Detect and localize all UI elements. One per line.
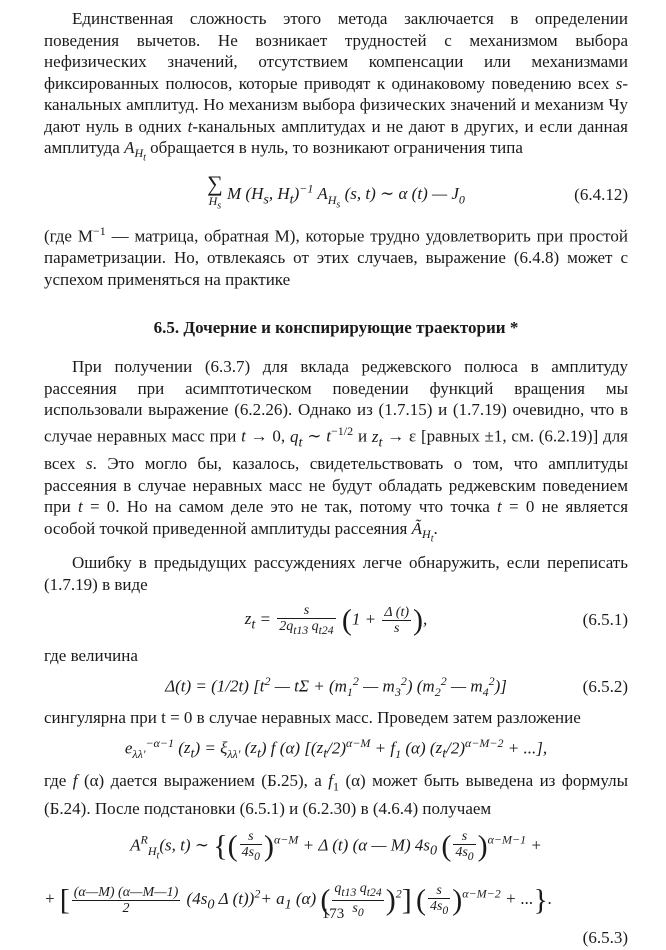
paragraph-2: (где $M^{-1}$ — матрица, обратная M), которые трудно удовлетворить при простой параметризации. Но, отвлекаясь от этих случаев, выражение (6.4.8) может с успехом применяться на практике: [44, 224, 628, 289]
paragraph-4: Ошибку в предыдущих рассуждениях легче обнаружить, если переписать (1.7.19) в виде: [44, 553, 628, 594]
equation-body: ∑ $H_s$ M ($H_s$, $H_t)^{-1}$ $A_{H_s}$ (s, t) ∼ α (t) — $J_0$: [207, 171, 465, 212]
page-body: [44, 8, 628, 948]
equation-number-6-5-3: (6.5.3): [582, 927, 628, 947]
equation-6-5-3-line-1: [44, 820, 628, 874]
paragraph-5: где величина: [44, 646, 138, 666]
equation-body: + [ $\frac{(\alpha—M) (\alpha—M—1)}{2}$ ($4s_0$ Δ $(t))^2+ a_1$ (α) ( $\frac{q_{t13} q_{t24}}{s_0}$ )$^2$] ( $\frac{s}{4s_0}$ )$^{\alpha-M-2}$ + ...}.: [44, 881, 553, 919]
paragraph-3: При получении (6.3.7) для вклада реджевского полюса в амплитуду рассеяния при асимптотическом поведении функций вращения мы использовали выражение (6.2.26). Однако из (1.7.15) и (1.7.19) очевидно, что в случае неравных масс при t → 0, $q_t$ ∼ $t^{-1/2}$ и $z_t \to \varepsilon$ [равных ±1, см. (6.2.19)] для всех s. Это могло бы, казалось, свидетельствовать о том, что амплитуды рассеяния в случае неравных масс не будут обладать реджевским поведением при t = 0. Но на самом деле это не так, потому что точка t = 0 не является особой точкой приведенной амплитуды рассеяния $Ã_{H_t}$.: [44, 357, 629, 545]
equation-6-5-1: [44, 595, 628, 645]
equation-body: $e_{\lambda\lambda'}^{-\alpha-1}$ $(z_t) = \xi_{\lambda\lambda'}$ $(z_t)$ f (α) [$(z_t/2)^{\alpha-M} + f_1$ (α) $(z_t/2)^{\alpha-M-2}$ + ...],: [124, 735, 548, 762]
equation-number: (6.5.1): [582, 610, 628, 630]
paragraph-6: сингулярна при t = 0 в случае неравных масс. Проведем затем разложение: [44, 707, 581, 727]
paragraph-7: где f (α) дается выражением (Б.25), а $f_1$ (α) может быть выведена из формулы (Б.24). После подстановки (6.5.1) и (6.2.30) в (4.6.4) получаем: [44, 771, 628, 819]
equation-number: (6.5.2): [582, 676, 628, 696]
equation-number: (6.4.12): [574, 185, 628, 205]
equation-6-5-2: [44, 667, 628, 707]
paragraph-1: Единственная сложность этого метода заключается в определении поведения вычетов. Не возникает трудностей с механизмом выбора нефизических значений, отсутствием компенсации или механизмами фиксированных полюсов, которые приводят к одинаковому поведению всех s-канальных амплитуд. Но механизм выбора физических значений и механизм Чу дают нуль в одних t-канальных амплитудах и не дают в других, и если данная амплитуда $A_{H_t}$ обращается в нуль, то возникают ограничения типа: [44, 9, 628, 164]
equation-body: $z_t$ = $\frac{s}{2q_{t13} q_{t24}}$ (1 + $\frac{\Delta (t)}{s}$ ),: [244, 602, 428, 637]
equation-expansion: [44, 728, 628, 770]
equation-body: Δ(t) = (1/2t) [$t^2$ — $t\Sigma + (m_1^2$ — $m_3^2$) ($m_2^2$ — $m_4^2$)]: [165, 673, 507, 699]
section-heading: 6.5. Дочерние и конспирирующие траектории *: [153, 318, 519, 338]
page-number: 173: [321, 906, 345, 922]
equation-body: $A^R_{H_t}(s$, t) ∼ {( $\frac{s}{4s_0}$ )$^{\alpha-M}$ + Δ (t) (α — M) $4s_0$ ( $\frac{s}{4s_0}$ )$^{\alpha-M-1}$ +: [130, 829, 542, 864]
equation-6-4-12: [44, 169, 628, 221]
